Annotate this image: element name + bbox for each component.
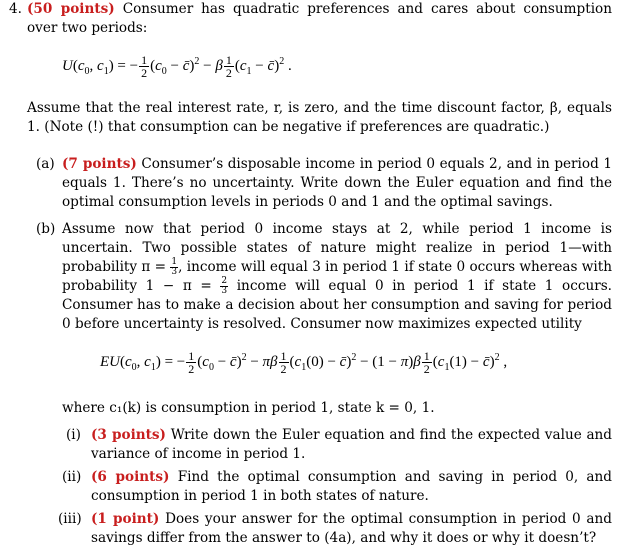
part-b	[62, 220, 612, 334]
problem-intro	[27, 0, 612, 38]
utility-equation: $U(c_0$, $c_1$) = − $\frac{1}{2}$ ($c_0$ − c̄)$^2$ − β $\frac{1}{2}$ ($c_1$ − c̄)$^2$ .	[62, 53, 292, 81]
part-b-text-3: income will equal 0 in period 1 if state 1 occurs. Consumer has to make a decision about her consumption and saving for period 0 before uncertainty is resolved. Consumer now maximizes expected utility	[62, 278, 612, 332]
subpart-ii-points: (6 points)	[91, 469, 170, 485]
subpart-iii-points: (1 point)	[91, 511, 160, 527]
problem-number: 4.	[9, 1, 22, 17]
subpart-iii-text: Does your answer for the optimal consumption in period 0 and savings differ from the answer to (4a), and why it does or why it doesn’t?	[91, 511, 612, 546]
subpart-ii	[91, 468, 612, 506]
assumption-text: Assume that the real interest rate, r, is zero, and the time discount factor, β, equals 1. (Note (!) that consumption can be negative if preferences are quadratic.)	[27, 100, 612, 135]
part-a-text: Consumer’s disposable income in period 0 equals 2, and in period 1 equals 1. There’s no uncertainty. Write down the Euler equation and find the optimal consumption levels in periods 0 and 1 and the optimal savings.	[62, 156, 612, 210]
part-a	[62, 155, 612, 212]
prob-2-text: 2 3	[221, 276, 228, 296]
prob-2-fraction	[220, 277, 228, 296]
part-b-text-1: Assume now that period 0 income stays at 2, while period 1 income is uncertain. Two possible states of nature might realize in period 1—with probability π =	[62, 221, 612, 275]
subpart-ii-label: (ii)	[62, 469, 82, 485]
subpart-i-points: (3 points)	[91, 427, 166, 443]
subpart-ii-text: Find the optimal consumption and saving in period 0, and consumption in period 1 in both states of nature.	[91, 469, 612, 504]
problem-intro-text: Consumer has quadratic preferences and cares about consumption over two periods:	[27, 1, 612, 36]
prob-1-text: 1 3	[171, 257, 178, 277]
part-b-label: (b)	[36, 221, 56, 237]
prob-1-fraction	[170, 258, 178, 277]
subpart-iii	[91, 510, 612, 548]
subpart-i-label: (i)	[66, 427, 81, 443]
problem-points: (50 points)	[27, 1, 115, 17]
where-text: where c₁(k) is consumption in period 1, state k = 0, 1.	[62, 400, 435, 416]
subpart-i	[91, 426, 612, 464]
part-a-label: (a)	[36, 156, 55, 172]
subpart-iii-label: (iii)	[58, 511, 82, 527]
subpart-i-text: Write down the Euler equation and find the expected value and variance of income in period 1.	[91, 427, 613, 462]
part-a-points: (7 points)	[62, 156, 137, 172]
expected-utility-equation: $EU(c_0$, $c_1$) = − $\frac{1}{2}$ ($c_0$ − c̄)$^2$ − πβ $\frac{1}{2}$ ($c_1(0)$ − c̄)$^2$ − (1 − π)β $\frac{1}{2}$ ($c_1(1)$ − c̄)$^2$ ,	[100, 349, 508, 377]
part-b-text-2: , income will equal 3 in period 1 if state 0 occurs whereas with probability 1 − π =	[62, 259, 612, 294]
